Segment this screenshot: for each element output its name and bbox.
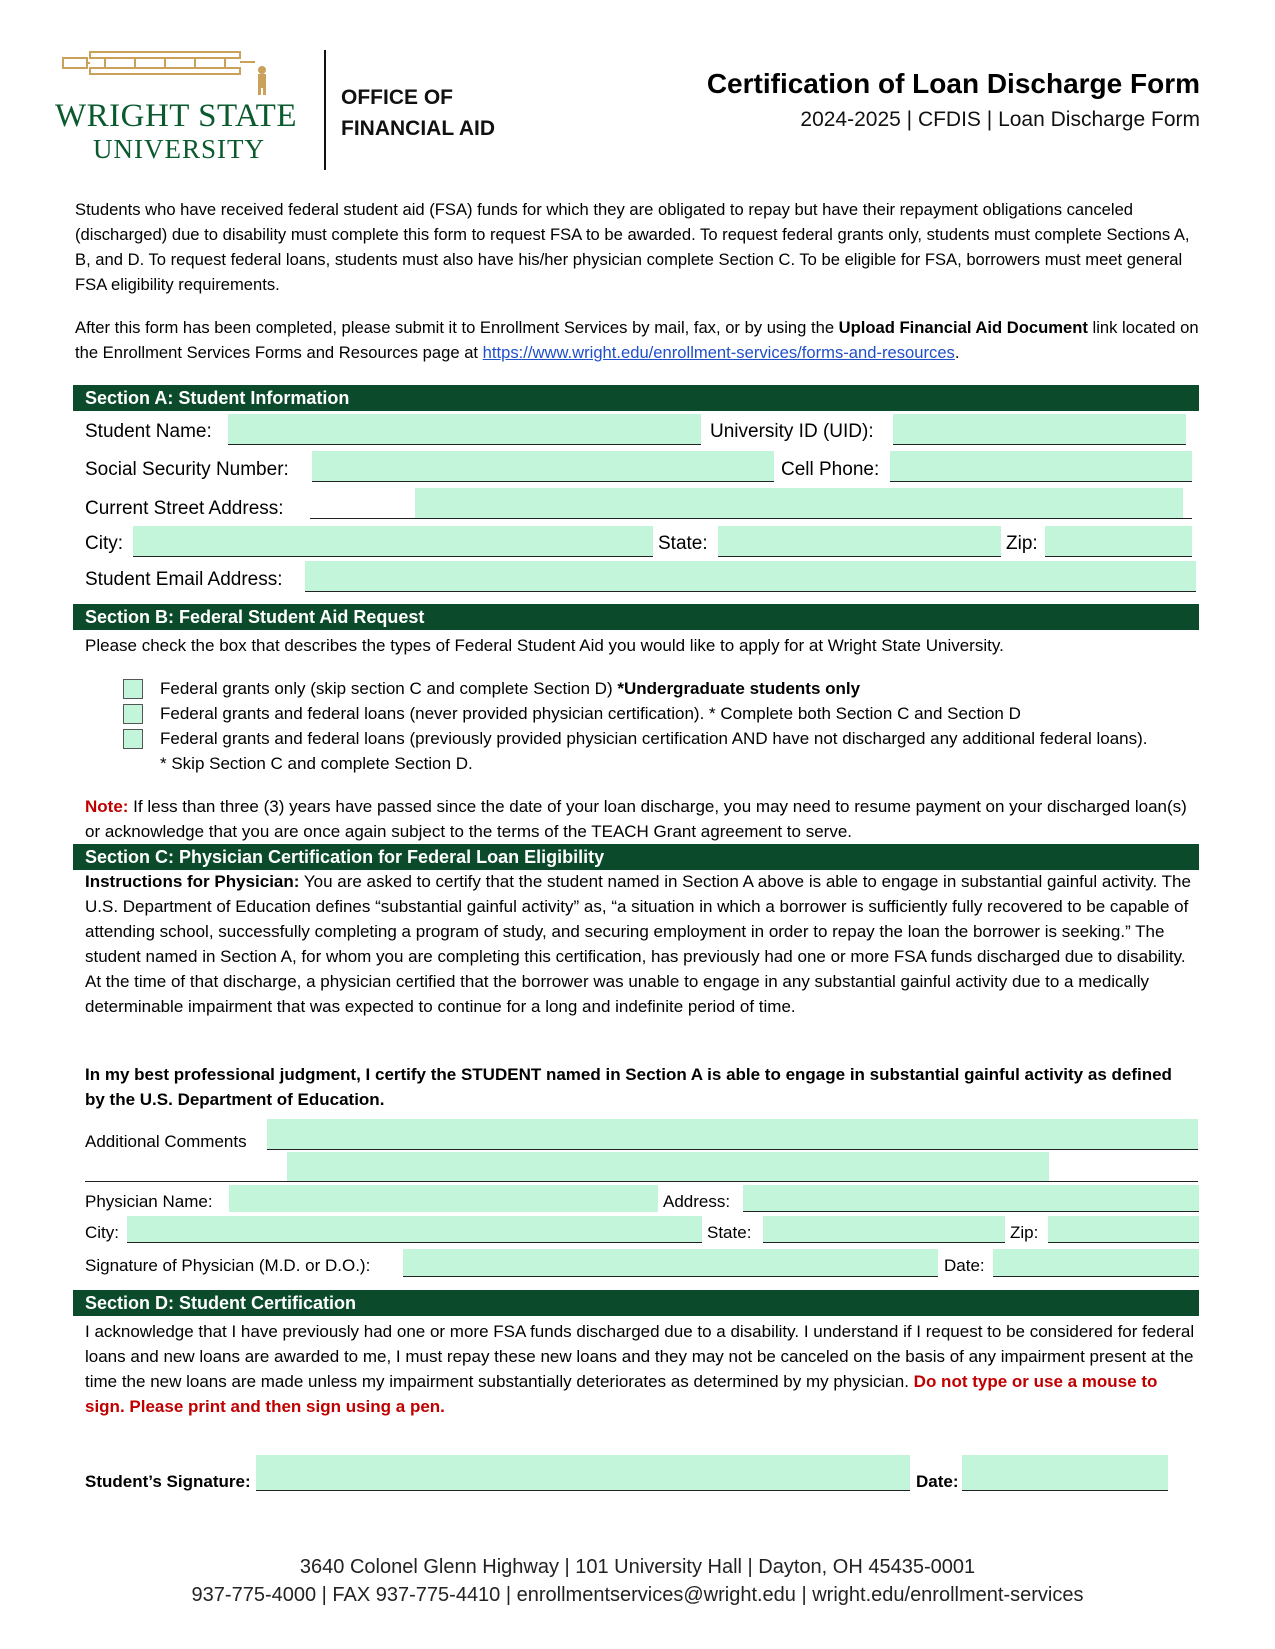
student-date-label: Date: [916,1472,959,1491]
option-grants-only-text: Federal grants only (skip section C and complete Section D) [160,679,618,698]
physician-zip-label: Zip: [1010,1223,1039,1242]
physician-name-field[interactable] [229,1185,658,1212]
footer-contact: 937-775-4000 | FAX 937-775-4410 | enrollmentservices@wright.edu | wright.edu/enrollment-services [191,1584,1084,1606]
physician-zip-field[interactable] [1048,1216,1199,1243]
office-name [341,82,495,144]
additional-comments-line-2 [85,1181,1198,1182]
uid-line [893,444,1186,445]
checkbox-grants-loans-previous[interactable] [123,729,143,749]
note-label: Note: [85,797,129,816]
physician-address-label: Address: [663,1192,731,1211]
section-b-note [85,794,1195,844]
form-title: Certification of Loan Discharge Form [706,68,1200,99]
uid-field[interactable] [893,414,1186,445]
university-logo [55,44,300,164]
physician-city-field[interactable] [127,1216,702,1243]
physician-signature-label: Signature of Physician (M.D. or D.O.): [85,1256,371,1275]
student-name-label: Student Name: [85,421,212,442]
intro-p2-text-a: After this form has been completed, please submit it to Enrollment Services by mail, fax, or by using the [75,318,839,337]
additional-comments-field-1[interactable] [267,1119,1198,1150]
student-signature-field[interactable] [256,1455,910,1491]
section-c-header: Section C: Physician Certification for Federal Loan Eligibility [73,844,1199,870]
office-line1: OFFICE OF [341,86,453,109]
physician-certify-statement: In my best professional judgment, I certify the STUDENT named in Section A is able to engage in substantial gainful activity as defined by the U.S. Department of Education. [85,1065,1172,1109]
option-grants-loans-new: Federal grants and federal loans (never provided physician certification). * Complete both Section C and Section D [160,704,1021,723]
upload-doc-label: Upload Financial Aid Document [838,318,1088,337]
email-field[interactable] [305,561,1196,592]
physician-state-line [763,1242,1005,1243]
student-name-field[interactable] [228,414,701,445]
cell-phone-label: Cell Phone: [781,459,880,480]
street-address-line [310,518,1192,519]
student-signature-line [256,1490,910,1491]
option-grants-loans-previous: Federal grants and federal loans (previously provided physician certification AND have not discharged any additional federal loans). * Skip Section C and complete Section D. [160,729,1148,773]
email-line [305,591,1196,592]
office-line2: FINANCIAL AID [341,117,495,140]
zip-field[interactable] [1045,526,1192,556]
zip-line [1045,556,1192,557]
intro-paragraph-1: Students who have received federal student aid (FSA) funds for which they are obligated to repay but have their repayment obligations canceled (discharged) due to disability must complete this form to request FSA to be awarded. To request federal grants only, students must complete Sections A, B, and D. To request federal loans, students must also have his/her physician complete Section C. To be eligible for FSA, borrowers must meet general FSA eligibility requirements. [75,200,1190,294]
checkbox-grants-loans-new[interactable] [123,704,143,724]
intro-p2-text-c: . [954,343,960,362]
intro-paragraph-2 [75,315,1205,365]
student-date-field[interactable] [962,1455,1168,1491]
section-d-header: Section D: Student Certification [73,1290,1199,1316]
state-label: State: [658,533,708,554]
note-text: If less than three (3) years have passed since the date of your loan discharge, you may need to resume payment on your discharged loan(s) or acknowledge that you are once again subject to the terms of the TEACH Grant agreement to serve. [85,797,1187,841]
cell-phone-field[interactable] [890,451,1192,482]
checkbox-grants-only[interactable] [123,679,143,699]
physician-state-label: State: [707,1223,752,1242]
physician-instructions-label: Instructions for Physician: [85,872,300,891]
physician-signature-line [403,1276,938,1277]
physician-city-line [127,1242,702,1243]
city-label: City: [85,533,123,554]
physician-date-line [993,1276,1199,1277]
university-name-line1: WRIGHT STATE [55,98,297,134]
section-b-header: Section B: Federal Student Aid Request [73,604,1199,630]
physician-address-line [743,1211,1199,1212]
cell-phone-line [890,481,1192,482]
student-name-line [228,444,701,445]
street-address-label: Current Street Address: [85,498,284,519]
city-field[interactable] [133,526,653,556]
physician-zip-line [1048,1242,1199,1243]
physician-date-field[interactable] [993,1249,1199,1277]
city-line [133,556,653,557]
undergrad-only-note: *Undergraduate students only [617,679,861,698]
physician-signature-field[interactable] [403,1249,938,1277]
physician-city-label: City: [85,1223,119,1242]
wright-flyer-icon [55,44,300,96]
physician-address-field[interactable] [743,1185,1199,1212]
zip-label: Zip: [1006,533,1038,554]
ssn-label: Social Security Number: [85,459,289,480]
student-signature-label: Student’s Signature: [85,1472,251,1491]
student-certification-text [85,1319,1200,1419]
additional-comments-label: Additional Comments [85,1132,247,1151]
forms-resources-link[interactable]: https://www.wright.edu/enrollment-services/forms-and-resources [482,343,955,362]
header-divider [324,50,326,170]
physician-state-field[interactable] [763,1216,1005,1243]
option-grants-only [160,676,1160,701]
additional-comments-line-1 [267,1149,1198,1150]
street-address-field[interactable] [415,488,1183,518]
physician-date-label: Date: [944,1256,985,1275]
physician-instructions [85,869,1195,1019]
state-line [718,556,1001,557]
ssn-field[interactable] [312,451,774,482]
section-a-header: Section A: Student Information [73,385,1199,411]
ssn-line [312,481,774,482]
physician-name-label: Physician Name: [85,1192,213,1211]
email-label: Student Email Address: [85,569,283,590]
university-name-line2: UNIVERSITY [93,134,265,164]
intro-p2-text-b: link located on the Enrollment Services Forms and Resources page at [75,318,1199,362]
physician-instructions-text: You are asked to certify that the student named in Section A above is able to engage in substantial gainful activity. The U.S. Department of Education defines “substantial gainful activity” as, “a situation in which a borrower is sufficiently fully recovered to be capable of attending school, successfully completing a program of study, and securing employment in order to repay the loan the borrower is seeking.” The student named in Section A, for whom you are completing this certification, has previously had one or more FSA funds discharged due to disability. At the time of that discharge, a physician certified that the borrower was unable to engage in any substantial gainful activity due to a medically determinable impairment that was expected to continue for a long and indefinite period of time. [85,872,1191,1016]
state-field[interactable] [718,526,1001,556]
sign-with-pen-warning: Do not type or use a mouse to sign. Please print and then sign using a pen. [85,1372,1158,1416]
uid-label: University ID (UID): [710,421,874,442]
student-date-line [962,1490,1168,1491]
section-b-instruction: Please check the box that describes the types of Federal Student Aid you would like to apply for at Wright State University. [85,636,1004,655]
footer-address: 3640 Colonel Glenn Highway | 101 University Hall | Dayton, OH 45435-0001 [299,1556,976,1578]
form-subtitle: 2024-2025 | CFDIS | Loan Discharge Form [800,108,1200,131]
student-certification-body: I acknowledge that I have previously had one or more FSA funds discharged due to a disability. I understand if I request to be considered for federal loans and new loans are awarded to me, I must repay these new loans and they may not be canceled on the basis of any impairment present at the time the new loans are made unless my impairment substantially deteriorates as determined by my physician. [85,1322,1195,1391]
additional-comments-field-2[interactable] [287,1152,1049,1182]
